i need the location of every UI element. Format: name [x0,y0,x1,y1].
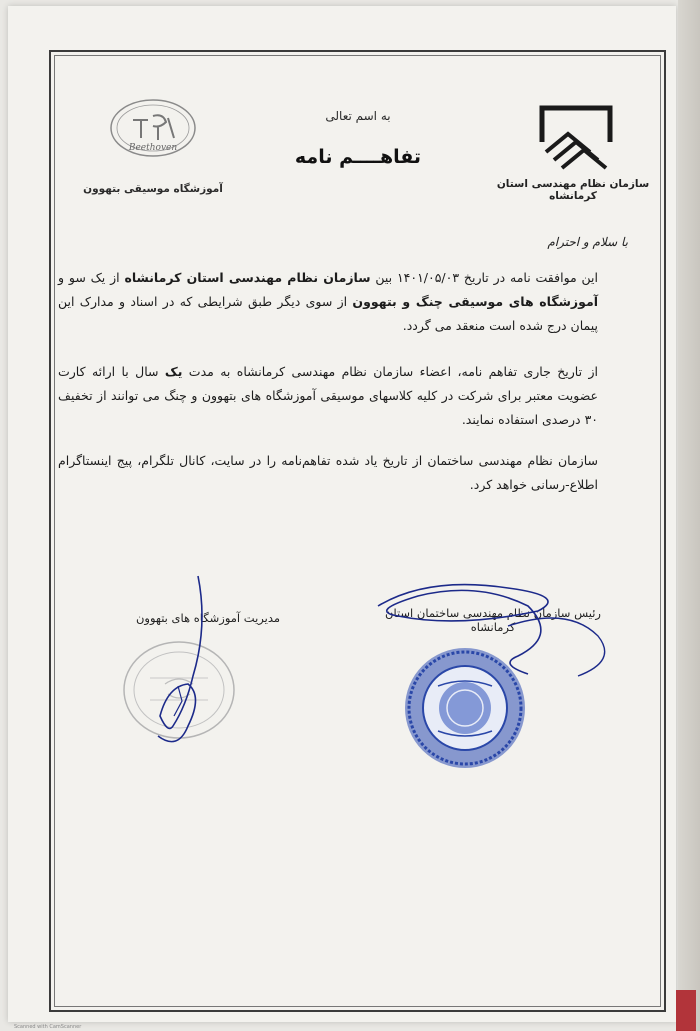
page-edge [678,0,700,1031]
handwritten-signatures-icon [98,566,638,766]
music-school-caption: آموزشگاه موسیقی بتهوون [83,183,223,195]
engineering-org-caption: سازمان نظام مهندسی استان کرمانشاه [496,178,650,202]
paragraph-2 [58,360,598,432]
paragraph-1 [58,266,598,338]
beethoven-logo-icon [108,98,198,158]
document-sheet [8,6,676,1030]
paragraph-3: سازمان نظام مهندسی ساختمان از تاریخ یاد شده تفاهم‌نامه را در سایت، کانال تلگرام، پیج اینستاگرام اطلاع-رسانی خواهد کرد. [58,453,598,492]
engineering-org-logo-icon [536,104,616,174]
svg-text:Beethoven: Beethoven [128,143,178,153]
paragraph-2-part-c: سال با ارائه کارت عضویت معتبر برای شرکت در کلیه کلاسهای موسیقی آموزشگاه های بتهوون و چنگ می توانند از تخفیف ۳۰ درصدی استفاده نمایند. [58,364,598,427]
org-president-signatory-title: رئیس سازمان نظام مهندسی ساختمان استان کرمانشاه [385,606,601,634]
greeting: با سلام و احترام [547,235,628,249]
paragraph-1-school-name: آموزشگاه های موسیقی چنگ و بتهوون [352,294,598,309]
paragraph-1-part-a: این موافقت نامه در تاریخ ۱۴۰۱/۰۵/۰۳ بین [370,270,599,285]
red-edge-strip [676,990,696,1031]
paragraph-1-org-name: سازمان نظام مهندسی استان کرمانشاه [124,270,371,285]
paragraph-1-part-e: از سوی دیگر طبق شرایطی که در اسناد و مدارک این پیمان درج شده است منعقد می گردد. [58,294,598,333]
scanner-watermark: Scanned with CamScanner [14,1024,82,1030]
music-school-signatory-title: مدیریت آموزشگاه های بتهوون [135,611,281,625]
paragraph-2-duration: یک [164,364,183,379]
paragraph-2-part-a: از تاریخ جاری تفاهم نامه، اعضاء سازمان نظام مهندسی کرمانشاه به مدت [182,364,598,379]
bismillah-heading: به اسم تعالی [325,109,391,123]
paragraph-1-part-c: از یک سو و [58,270,125,285]
document-title: تفاهــــم نامه [294,146,422,168]
